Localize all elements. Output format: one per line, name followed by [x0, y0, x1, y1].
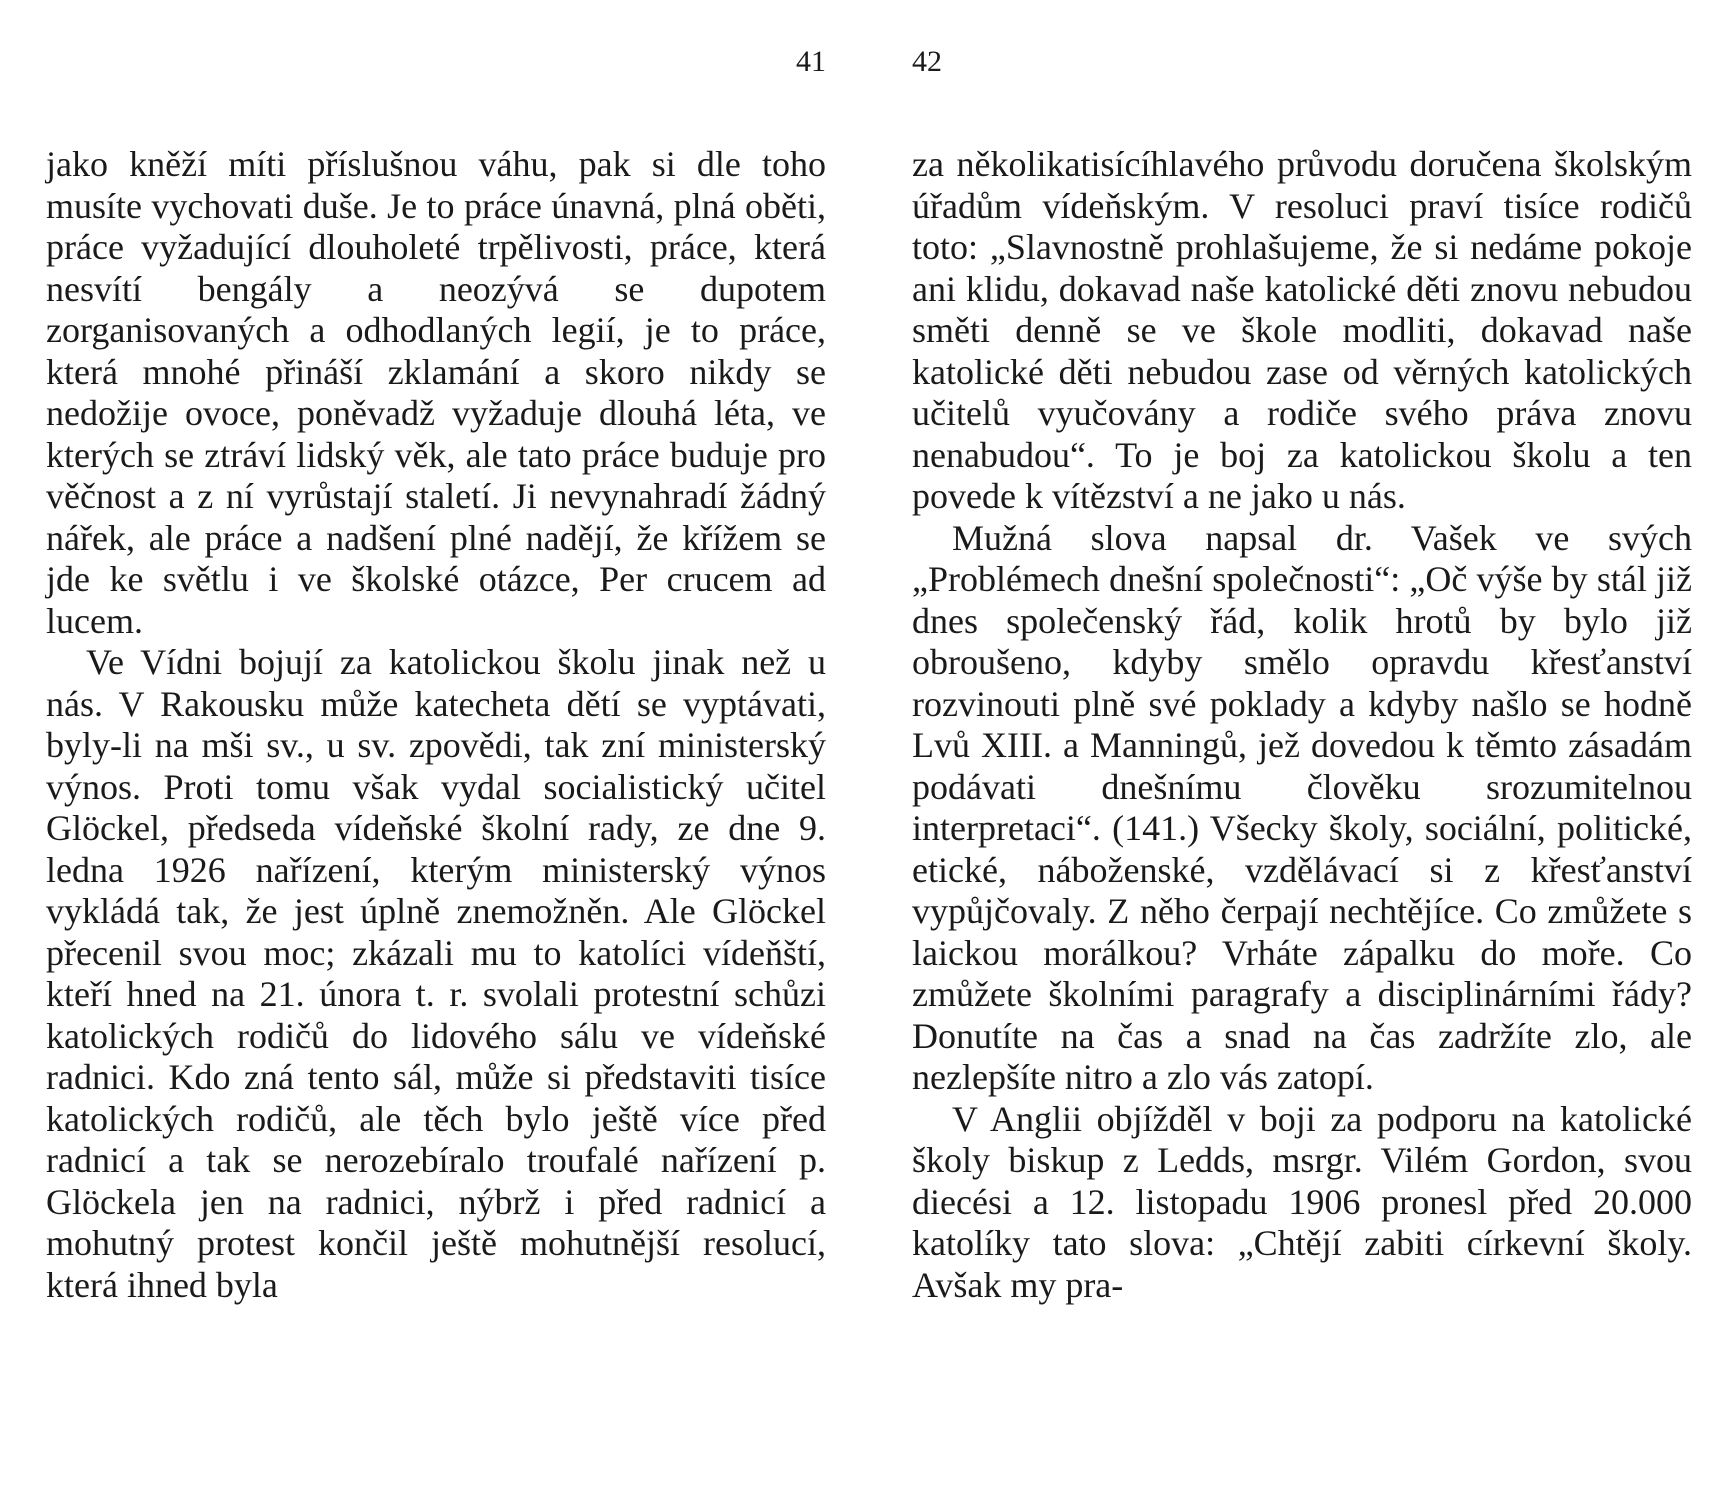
right-page [912, 0, 1692, 1500]
page-text [46, 144, 826, 1306]
paragraph: za několikatisícíhlavého průvodu doručena školským úřadům vídeňským. V resoluci praví tisíce rodičů toto: „Slavnostně prohlašujeme, že si nedáme pokoje ani klidu, dokavad naše katolické děti znovu nebudou směti denně se ve škole modliti, dokavad naše katolické děti nebudou zase od věrných katolických učitelů vyučovány a rodiče svého práva znovu nenabudou“. To je boj za katolickou školu a ten povede k vítězství a ne jako u nás. [912, 144, 1692, 516]
page-number: 41 [796, 45, 826, 78]
paragraph: Ve Vídni bojují za katolickou školu jinak než u nás. V Rakousku může katecheta dětí se vyptávati, byly-li na mši sv., u sv. zpovědi, tak zní ministerský výnos. Proti tomu však vydal socialistický učitel Glöckel, předseda vídeňské školní rady, ze dne 9. ledna 1926 nařízení, kterým ministerský výnos vykládá tak, že jest úplně znemožněn. Ale Glöckel přecenil svou moc; zkázali mu to katolíci vídeňští, kteří hned na 21. února t. r. svolali protestní schůzi katolických rodičů do lidového sálu ve vídeňské radnici. Kdo zná tento sál, může si představiti tisíce katolických rodičů, ale těch bylo ještě více před radnicí a tak se nerozebíralo troufalé nařízení p. Glöckela jen na radnici, nýbrž i před radnicí a mohutný protest končil ještě mohutnější resolucí, která ihned byla [46, 642, 826, 1305]
page-text [912, 144, 1692, 1306]
paragraph: jako kněží míti příslušnou váhu, pak si dle toho musíte vychovati duše. Je to práce únavná, plná oběti, práce vyžadující dlouholeté trpělivosti, práce, která nesvítí bengály a neozývá se dupotem zorganisovaných a odhodlaných legií, je to práce, která mnohé přináší zklamání a skoro nikdy se nedožije ovoce, poněvadž vyžaduje dlouhá léta, ve kterých se ztráví lidský věk, ale tato práce buduje pro věčnost a z ní vyrůstají staletí. Ji nevynahradí žádný nářek, ale práce a nadšení plné nadějí, že křížem se jde ke světlu i ve školské otázce, Per crucem ad lucem. [46, 144, 826, 641]
page-number: 42 [912, 45, 942, 78]
paragraph: V Anglii objížděl v boji za podporu na katolické školy biskup z Ledds, msrgr. Vilém Gordon, svou diecési a 12. listopadu 1906 pronesl před 20.000 katolíky tato slova: „Chtějí zabiti církevní školy. Avšak my pra- [912, 1098, 1692, 1305]
left-page [46, 0, 826, 1500]
paragraph: Mužná slova napsal dr. Vašek ve svých „Problémech dnešní společnosti“: „Oč výše by stál již dnes společenský řád, kolik hrotů by bylo již obroušeno, kdyby smělo opravdu křesťanství rozvinouti plně své poklady a kdyby našlo se hodně Lvů XIII. a Manningů, jež dovedou k těmto zásadám podávati dnešnímu člověku srozumitelnou interpretaci“. (141.) Všecky školy, sociální, politické, etické, náboženské, vzdělávací si z křesťanství vypůjčovaly. Z něho čerpají nechtějíce. Co zmůžete s laickou morálkou? Vrháte zápalku do moře. Co zmůžete školními paragrafy a disciplinárními řády? Donutíte na čas a snad na čas zadržíte zlo, ale nezlepšíte nitro a zlo vás zatopí. [912, 517, 1692, 1097]
